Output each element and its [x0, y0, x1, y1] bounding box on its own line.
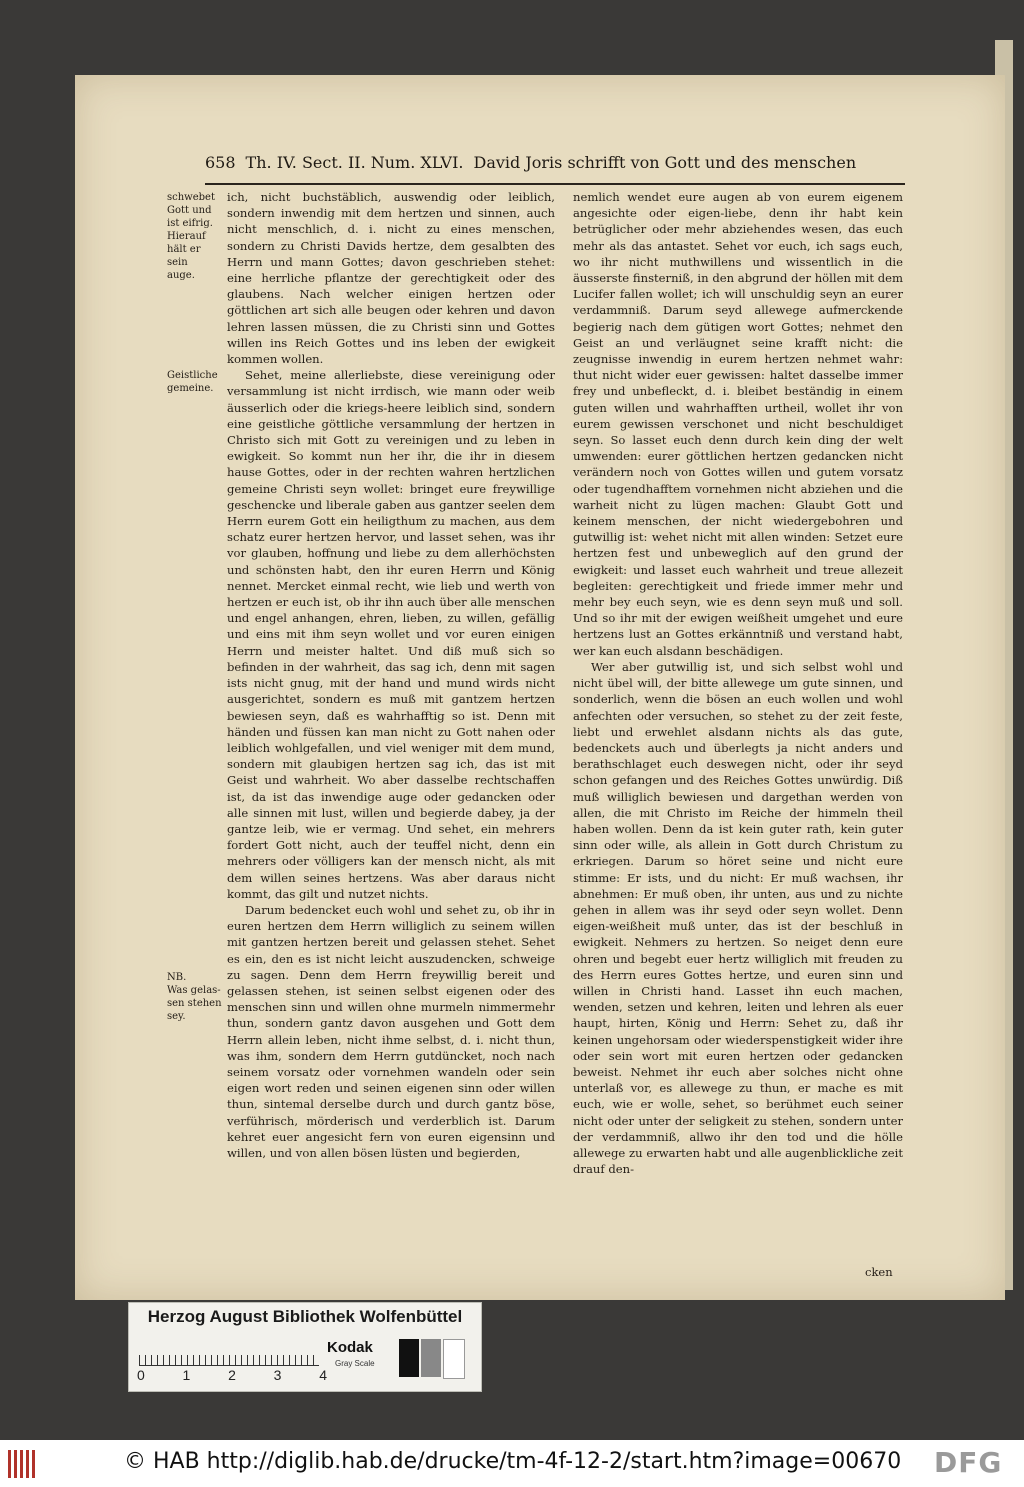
gray-scale-label: Gray Scale	[335, 1359, 375, 1368]
header-rule	[205, 183, 905, 185]
ruler-number: 3	[273, 1367, 282, 1383]
library-name: Herzog August Bibliothek Wolfenbüttel	[147, 1307, 463, 1326]
ruler-numbers	[137, 1367, 327, 1383]
kodak-logo: Kodak	[327, 1339, 373, 1356]
paragraph: Sehet, meine allerliebste, diese vereinigung oder versammlung ist nicht irrdisch, wie mann oder weib äusserlich oder die kriegs-heere leiblich sind, sondern eine geistliche göttliche versammlung der hertzen in Christo sich mit Gott zu vereinigen und zu leben in ewigkeit. So kommt nun her ihr, die ihr in diesem hause Gottes, oder in der rechten wahren hertzlichen gemeine Christi seyn wollet: bringet eure freywillige geschencke und liberale gaben aus gantzer seelen dem Herrn eurem Gott ein heiligthum zu machen, aus dem schatz eurer hertzen hervor, und lasset sehen, was ihr vor glauben, hoffnung und liebe zu dem allerhöchsten und schönsten habt, den ihr euren Herrn und König nennet. Mercket einmal recht, wie lieb und werth von hertzen er euch ist, ob ihr ihn auch über alle menschen und engel anhangen, ehren, lieben, zu willen, gefällig und eins mit ihm seyn wollet und vor euren einigen Herrn und meister haltet. Und diß muß sich so befinden in der wahrheit, das sag ich, denn mit sagen ists nicht gnug, mit der hand und mund wirds nicht ausgerichtet, sondern es muß mit gantzem hertzen bewiesen seyn, daß es wahrhafftig so ist. Denn mit händen und füssen kan man nicht zu Gott nahen oder leiblich wohlgefallen, und viel weniger mit dem mund, sondern mit glaubigen hertzen sag ich, das ist mit Geist und wahrheit. Wo aber dasselbe rechtschaffen ist, da ist das inwendige auge oder gedancken oder alle sinnen mit lust, willen und begierde dabey, ja der gantze leib, wie er vermag. Und sehet, ein mehrers fordert Gott nicht, auch der teuffel nicht, denn ein mehrers oder völligers kan der mensch nicht, als mit dem willen seines hertzens. Was aber daraus nicht kommt, das gilt und nutzet nichts.	[227, 368, 555, 901]
source-credit-link[interactable]: © HAB http://diglib.hab.de/drucke/tm-4f-12-2/start.htm?image=00670	[124, 1449, 902, 1474]
ruler-number: 1	[182, 1367, 191, 1383]
ruler	[139, 1339, 319, 1366]
paragraph: Wer aber gutwillig ist, und sich selbst wohl und nicht übel will, der bitte allewege um gute sinnen, und sonderlich, wenn die bösen an euch wollen und wohl anfechten oder versuchen, so stehet zu der zeit feste, liebt und erwehlet alsdann nichts als das gute, bedenckets auch und überlegts ja nicht anders und berathschlaget euch deswegen nicht, oder ihr seyd schon gefangen und des Reiches Gottes unwürdig. Diß muß williglich bewiesen und dargethan werden von allen, die mit Christo im Reiche der himmeln theil haben wollen. Denn da ist kein guter rath, kein guter sinn oder wille, als allein in Gott durch Christum zu erkriegen. Darum so höret seine und nicht eure stimme: Er ists, und du nicht: Er muß wachsen, ihr abnehmen: Er muß oben, ihr unten, aus und zu nichte gehen in allem was ihr seyd oder seyn wollet. Denn eigen-weißheit muß unter, das ist der beschluß in ewigkeit. Nehmers zu hertzen. So neiget denn eure ohren und begebt euer hertz williglich mit freuden zu des Herrn eures Gottes hertze, und euren sinn und willen in Christi hand. Lasset ihn euch machen, wenden, setzen und kehren, leiten und lehren als euer haupt, hirten, König und Herrn: Sehet zu, daß ihr keinen ungehorsam oder wiederspenstigkeit wider ihre oder sein wort mit euren hertzen oder gedancken beweist. Nehmet ihr euch aber solches nicht ohne unterlaß vor, es allewege zu thun, er mache es mit euch, wie er wolle, sehet, so berühmet euch seiner nicht oder unter der seligkeit zu stehen, sondern unter der verdammniß, allwo ihr den tod und die hölle allewege zu erwarten habt und alle augenblickliche zeit drauf den-	[573, 659, 903, 1177]
dfg-logo: DFG	[934, 1446, 1003, 1479]
ruler-number: 0	[137, 1367, 145, 1383]
text-column-left	[227, 189, 555, 1229]
catchword: cken	[865, 1265, 893, 1279]
paragraph: ich, nicht buchstäblich, auswendig oder leiblich, sondern inwendig mit dem hertzen und sinnen, auch nicht menschlich, d. i. nicht zu eines menschen, sondern zu Christi Davids hertze, dem gesalbten des Herrn und mann Gottes; davon geschrieben stehet: eine herrliche pflantze der gerechtigkeit oder des glaubens. Nach welcher einigen hertzen oder göttlichen art sich alle beugen oder kehren und davon lehren lassen müssen, die zu Christi sinn und Gottes willen ins Reich Gottes und ins leben der ewigkeit kommen wollen.	[227, 190, 555, 367]
footer-bar	[0, 1440, 1024, 1487]
margin-note: Geistliche gemeine.	[167, 370, 218, 394]
running-title: David Joris schrifft von Gott und des menschen	[473, 153, 857, 172]
running-head	[205, 153, 905, 183]
paragraph: Darum bedencket euch wohl und sehet zu, ob ihr in euren hertzen dem Herrn williglich zu seinem willen mit gantzen hertzen bereit und gelassen stehet. Sehet es ein, den es ist nicht leicht auszudencken, schweige zu sagen. Denn dem Herrn freywillig bereit und gelassen stehen, ist seinen selbst eigenen oder des menschen sinn und willen ohne murmeln nimmermehr thun, sondern gantz davon ausgehen und Gott dem Herrn allein leben, nicht ihme selbst, d. i. nicht thun, was ihm, sondern dem Herrn gutdüncket, noch nach seinem vorsatz oder vornehmen wandeln oder sein eigen wort reden und seinen eigenen sinn oder willen thun, sintemal derselbe durch und durch gantz böse, verführisch, mörderisch und verderblich ist. Darum kehret euer angesicht fern von euren eigensinn und willen, und von allen bösen lüsten und begierden,	[227, 902, 555, 1160]
margin-note: schwebet Gott und ist eifrig. Hierauf hält er sein auge.	[167, 192, 215, 281]
section-reference: Th. IV. Sect. II. Num. XLVI.	[245, 153, 464, 172]
page-number: 658	[205, 153, 236, 172]
margin-note: NB. Was gelas- sen stehen sey.	[167, 972, 222, 1022]
gray-swatch	[421, 1339, 441, 1377]
paragraph: nemlich wendet eure augen ab von eurem eigenem angesichte oder eigen-liebe, denn ihr habt kein betrüglicher oder mehr abziehendes wesen, das euch mehr als das antastet. Sehet vor euch, ich sags euch, wo ihr nicht muthwillens und wissentlich in die äusserste finsterniß, in den abgrund der höllen mit dem Lucifer fallen wollet; ich will unschuldig seyn an eurer verdammniß. Darum seyd allewege aufmerckende begierig nach dem gütigen wort Gottes; nehmet den Geist an und verläugnet seine krafft nicht: die zeugnisse inwendig in eurem hertzen nehmet wahr: thut nicht wider euer gewissen: haltet dasselbe immer frey und unbefleckt, d. i. bleibet beständig in einem guten willen und wahrhafften urtheil, wollet ihr von eurem gewissen verschonet und nicht beschuldiget seyn. So lasset euch denn durch kein ding der welt umwenden: eurer göttlichen hertzen gedancken nicht verändern noch von Gottes willen und gutem vorsatz oder tugendhafftem vornehmen nicht abziehen und die warheit nicht zu lügen machen: Glaubt Gott und keinem menschen, der nicht wiedergebohren und gutwillig ist: wehet nicht mit allen winden: Setzet eure hertzen fest und unbeweglich auf den grund der ewigkeit: und lasset euch wahrheit und treue allezeit begleiten: gerechtigkeit und friede immer mehr und mehr bey euch seyn, wie es denn seyn muß und soll. Und so ihr mit der ewigen weißheit umgehet und eure hertzens lust an Gottes erkänntniß und verstand habt, wer kan euch alsdann beschädigen.	[573, 190, 903, 658]
book-page	[75, 75, 1005, 1300]
text-column-right	[573, 189, 903, 1279]
color-target-card	[128, 1302, 482, 1392]
white-swatch	[443, 1339, 465, 1379]
ruler-number: 4	[319, 1367, 327, 1383]
hab-logo-icon	[8, 1450, 38, 1478]
black-swatch	[399, 1339, 419, 1377]
ruler-number: 2	[228, 1367, 236, 1383]
